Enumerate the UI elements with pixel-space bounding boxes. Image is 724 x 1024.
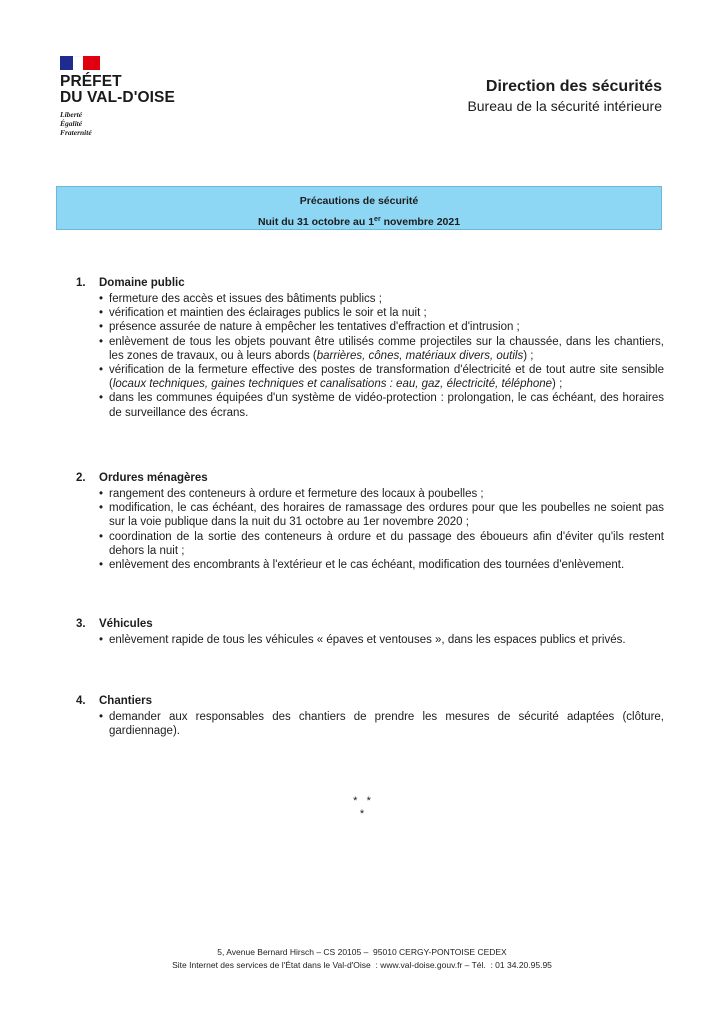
section-number: 3. xyxy=(76,618,86,630)
list-item-text: enlèvement de tous les objets pouvant être utilisés comme projectiles sur la chaussée, dans les chantiers, les zones de travaux, ou à leurs abords ( xyxy=(109,335,664,362)
direction-title: Direction des sécurités xyxy=(485,78,662,95)
section-heading xyxy=(76,617,664,631)
motto-egalite: Égalité xyxy=(60,119,83,128)
list-item xyxy=(99,710,664,738)
footer-website: Site Internet des services de l'État dans le Val-d'Oise : www.val-doise.gouv.fr – Tél. : 01 34.20.95.95 xyxy=(172,960,552,970)
prefet-line-2: DU VAL-D'OISE xyxy=(60,89,175,106)
direction-subtitle: Bureau de la sécurité intérieure xyxy=(467,98,662,114)
list-item xyxy=(99,306,664,320)
section-heading xyxy=(76,471,664,485)
banner-date xyxy=(57,215,661,229)
bullet-list xyxy=(76,292,664,420)
flag-blue-band xyxy=(60,56,73,70)
title-banner xyxy=(56,186,662,230)
footer-address: 5, Avenue Bernard Hirsch – CS 20105 – 95010 CERGY-PONTOISE CEDEX xyxy=(217,947,507,957)
list-item-suffix: ) ; xyxy=(552,378,563,391)
list-item xyxy=(99,391,664,419)
flag-red-band xyxy=(83,56,100,70)
prefet-title xyxy=(60,74,200,106)
marianne-flag-icon xyxy=(60,56,100,70)
list-item-text: dans les communes équipées d'un système de vidéo-protection : prolongation, le cas échéant, des horaires de surveillance des écrans. xyxy=(109,392,664,419)
section-number: 1. xyxy=(76,277,86,289)
republic-motto xyxy=(60,110,200,137)
section-heading xyxy=(76,694,664,708)
list-item-text: demander aux responsables des chantiers de prendre les mesures de sécurité adaptées (clôture, gardiennage). xyxy=(109,711,664,738)
list-item xyxy=(99,530,664,558)
prefet-line-1: PRÉFET xyxy=(60,73,122,90)
list-item-text: vérification et maintien des éclairages publics le soir et la nuit ; xyxy=(109,307,427,320)
section-title: Ordures ménagères xyxy=(99,472,208,484)
section-title: Véhicules xyxy=(99,618,153,630)
list-item-italic: barrières, cônes, matériaux divers, outils xyxy=(316,349,524,362)
banner-date-suffix: novembre 2021 xyxy=(380,216,461,228)
separator-line-2: * xyxy=(359,808,365,820)
bullet-list xyxy=(76,633,664,647)
banner-date-prefix: Nuit du 31 octobre au 1 xyxy=(257,216,375,228)
section-domaine-public xyxy=(76,276,664,420)
separator-line-1: * * xyxy=(353,795,371,807)
bullet-list xyxy=(76,487,664,572)
bullet-list xyxy=(76,710,664,738)
list-item xyxy=(99,487,664,501)
section-title: Domaine public xyxy=(99,277,185,289)
list-item xyxy=(99,363,664,391)
banner-date-sup: er xyxy=(374,216,381,223)
banner-title: Précautions de sécurité xyxy=(299,195,419,207)
motto-fraternite: Fraternité xyxy=(60,128,92,137)
section-number: 4. xyxy=(76,695,86,707)
list-item xyxy=(99,320,664,334)
list-item xyxy=(99,633,664,647)
section-ordures-menageres xyxy=(76,471,664,572)
direction-header xyxy=(342,78,662,115)
list-item-text: enlèvement des encombrants à l'extérieur et le cas échéant, modification des tournées d'enlèvement. xyxy=(109,559,625,572)
list-item-text: enlèvement rapide de tous les véhicules « épaves et ventouses », dans les espaces publics et privés. xyxy=(109,634,626,646)
section-number: 2. xyxy=(76,472,86,484)
list-item xyxy=(99,335,664,363)
list-item-text: coordination de la sortie des conteneurs à ordure et du passage des éboueurs afin d'éviter qu'ils restent dehors la nuit ; xyxy=(109,530,664,557)
flag-white-band xyxy=(73,56,83,71)
section-heading xyxy=(76,276,664,290)
list-item xyxy=(99,558,664,572)
page-footer xyxy=(0,946,724,972)
list-item-italic: locaux techniques, gaines techniques et canalisations : eau, gaz, électricité, téléphone xyxy=(112,378,553,391)
section-vehicules xyxy=(76,617,664,647)
list-item xyxy=(99,501,664,529)
list-item xyxy=(99,292,664,306)
list-item-text: présence assurée de nature à empêcher les tentatives d'effraction et d'intrusion ; xyxy=(109,321,520,334)
list-item-suffix: ) ; xyxy=(523,349,534,362)
separator-stars xyxy=(0,795,724,821)
list-item-text: modification, le cas échéant, des horaires de ramassage des ordures pour que les poubelles ne soient pas sur la voie publique dans la nuit du 31 octobre au 1er novembre 2020 ; xyxy=(109,502,664,529)
list-item-text: fermeture des accès et issues des bâtiments publics ; xyxy=(109,293,382,305)
section-title: Chantiers xyxy=(99,695,153,707)
motto-liberte: Liberté xyxy=(60,110,83,119)
section-chantiers xyxy=(76,694,664,738)
list-item-text: vérification de la fermeture effective des postes de transformation d'électricité et de tout autre site sensible ( xyxy=(109,364,664,391)
prefecture-logo xyxy=(60,56,200,137)
list-item-text: rangement des conteneurs à ordure et fermeture des locaux à poubelles ; xyxy=(109,488,484,500)
